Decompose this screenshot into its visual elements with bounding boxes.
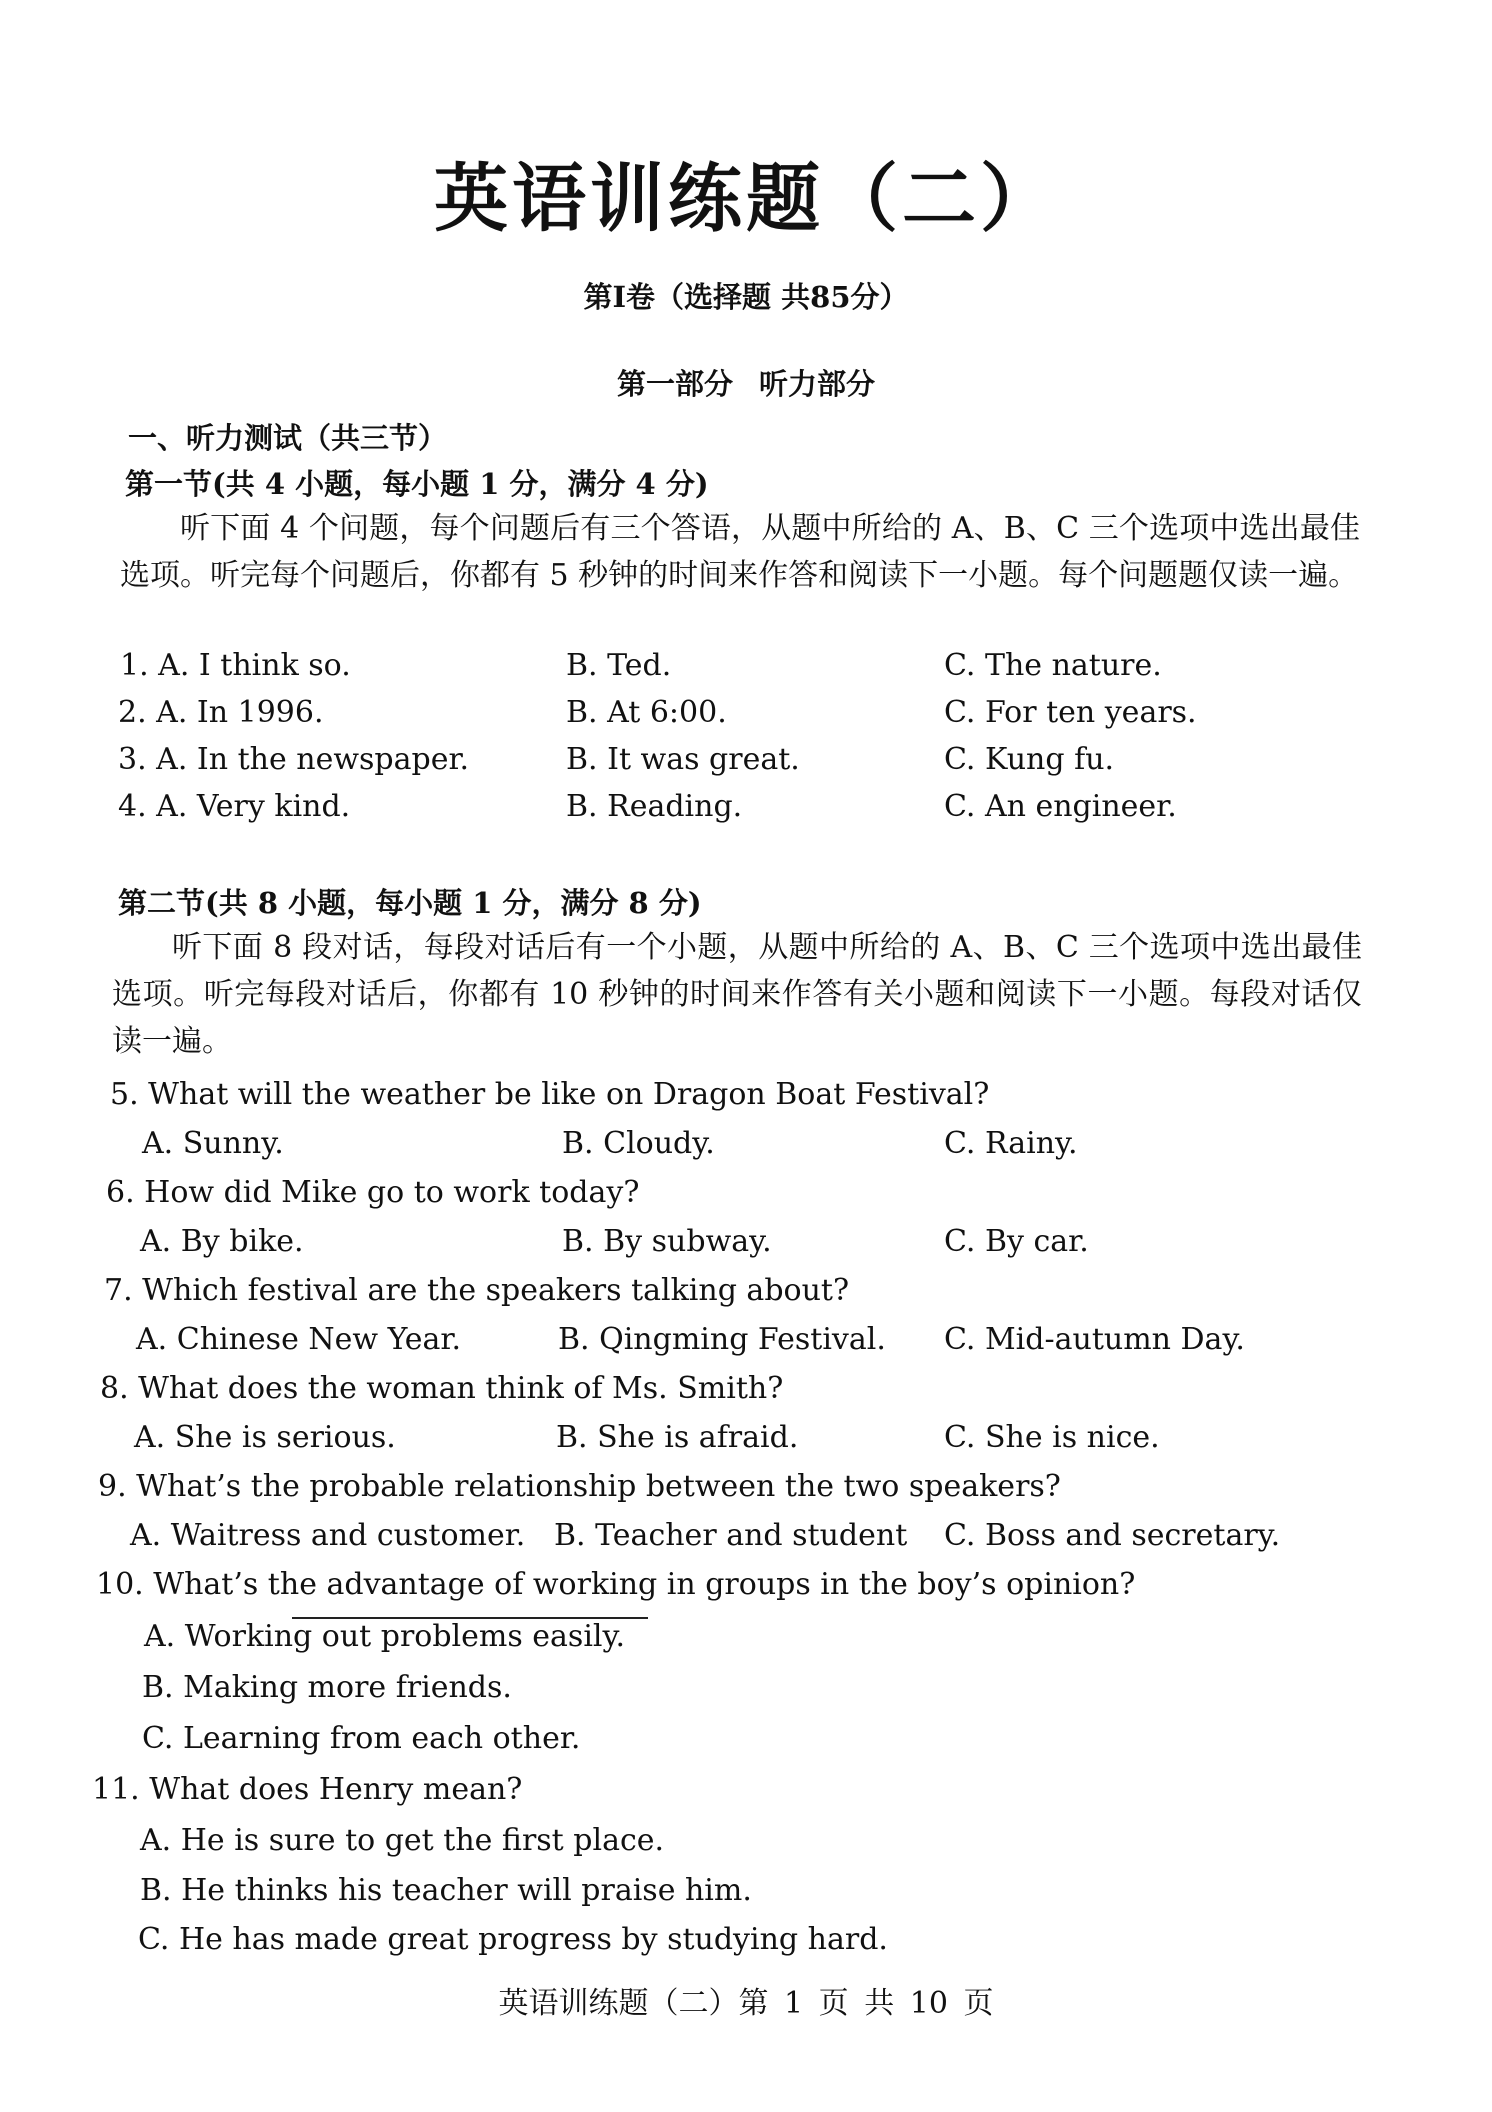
section1-heading: 第一节(共 4 小题，每小题 1 分，满分 4 分) [125, 467, 709, 501]
q6-question: 6. How did Mike go to work today? [106, 1175, 640, 1210]
q4-option-b: B. Reading. [566, 789, 743, 824]
q1-option-c: C. The nature. [944, 648, 1162, 683]
q7-option-a: A. Chinese New Year. [136, 1322, 462, 1357]
section2-instructions: 听下面 8 段对话，每段对话后有一个小题，从题中所给的 A、B、C 三个选项中选出最佳选项。听完每段对话后，你都有 10 秒钟的时间来作答有关小题和阅读下一小题。每段对话仅读一遍。 [112, 930, 1362, 1059]
q4-option-c: C. An engineer. [944, 789, 1177, 824]
q10-option-c: C. Learning from each other. [142, 1721, 581, 1756]
q3-option-b: B. It was great. [566, 742, 800, 777]
q11-question: 11. What does Henry mean? [92, 1772, 523, 1807]
q10-question: 10. What’s the advantage of working in groups in the boy’s opinion? [96, 1567, 1136, 1602]
q4-option-a: 4. A. Very kind. [118, 789, 351, 824]
section1-instructions: 听下面 4 个问题，每个问题后有三个答语，从题中所给的 A、B、C 三个选项中选出最佳选项。听完每个问题后，你都有 5 秒钟的时间来作答和阅读下一小题。每个问题题仅读一遍。 [120, 511, 1360, 593]
q10-option-a: A. Working out problems easily. [144, 1619, 626, 1654]
paper-subtitle: 第Ⅰ卷（选择题 共85分） [583, 280, 909, 314]
q1-option-a: 1. A. I think so. [120, 648, 351, 683]
q7-question: 7. Which festival are the speakers talking about? [104, 1273, 850, 1308]
q5-option-a: A. Sunny. [142, 1126, 284, 1161]
q5-option-c: C. Rainy. [944, 1126, 1078, 1161]
section2-heading: 第二节(共 8 小题，每小题 1 分，满分 8 分) [118, 886, 702, 920]
q8-option-b: B. She is afraid. [556, 1420, 799, 1455]
q8-option-c: C. She is nice. [944, 1420, 1160, 1455]
q5-question: 5. What will the weather be like on Dragon Boat Festival? [110, 1077, 990, 1112]
q3-option-c: C. Kung fu. [944, 742, 1115, 777]
q10-option-b: B. Making more friends. [142, 1670, 512, 1705]
page-title: 英语训练题（二） [434, 156, 1058, 242]
q11-option-c: C. He has made great progress by studying hard. [138, 1922, 888, 1957]
q8-question: 8. What does the woman think of Ms. Smith? [100, 1371, 784, 1406]
q8-option-a: A. She is serious. [134, 1420, 396, 1455]
q7-option-b: B. Qingming Festival. [558, 1322, 886, 1357]
q3-option-a: 3. A. In the newspaper. [118, 742, 470, 777]
q1-option-b: B. Ted. [566, 648, 672, 683]
q9-option-b: B. Teacher and student [554, 1518, 908, 1553]
q11-option-b: B. He thinks his teacher will praise him. [140, 1873, 752, 1908]
part-heading: 第一部分 听力部分 [616, 367, 876, 401]
q6-option-a: A. By bike. [140, 1224, 304, 1259]
q9-question: 9. What’s the probable relationship between the two speakers? [98, 1469, 1061, 1504]
section-main-heading: 一、听力测试（共三节） [128, 421, 448, 455]
q6-option-b: B. By subway. [562, 1224, 772, 1259]
page-footer: 英语训练题（二）第 1 页 共 10 页 [498, 1986, 994, 2021]
q6-option-c: C. By car. [944, 1224, 1089, 1259]
q2-option-b: B. At 6:00. [566, 695, 727, 730]
q2-option-c: C. For ten years. [944, 695, 1197, 730]
q9-option-a: A. Waitress and customer. [130, 1518, 526, 1553]
q5-option-b: B. Cloudy. [562, 1126, 715, 1161]
q7-option-c: C. Mid-autumn Day. [944, 1322, 1245, 1357]
q9-option-c: C. Boss and secretary. [944, 1518, 1281, 1553]
q2-option-a: 2. A. In 1996. [118, 695, 324, 730]
q11-option-a: A. He is sure to get the first place. [140, 1823, 665, 1858]
